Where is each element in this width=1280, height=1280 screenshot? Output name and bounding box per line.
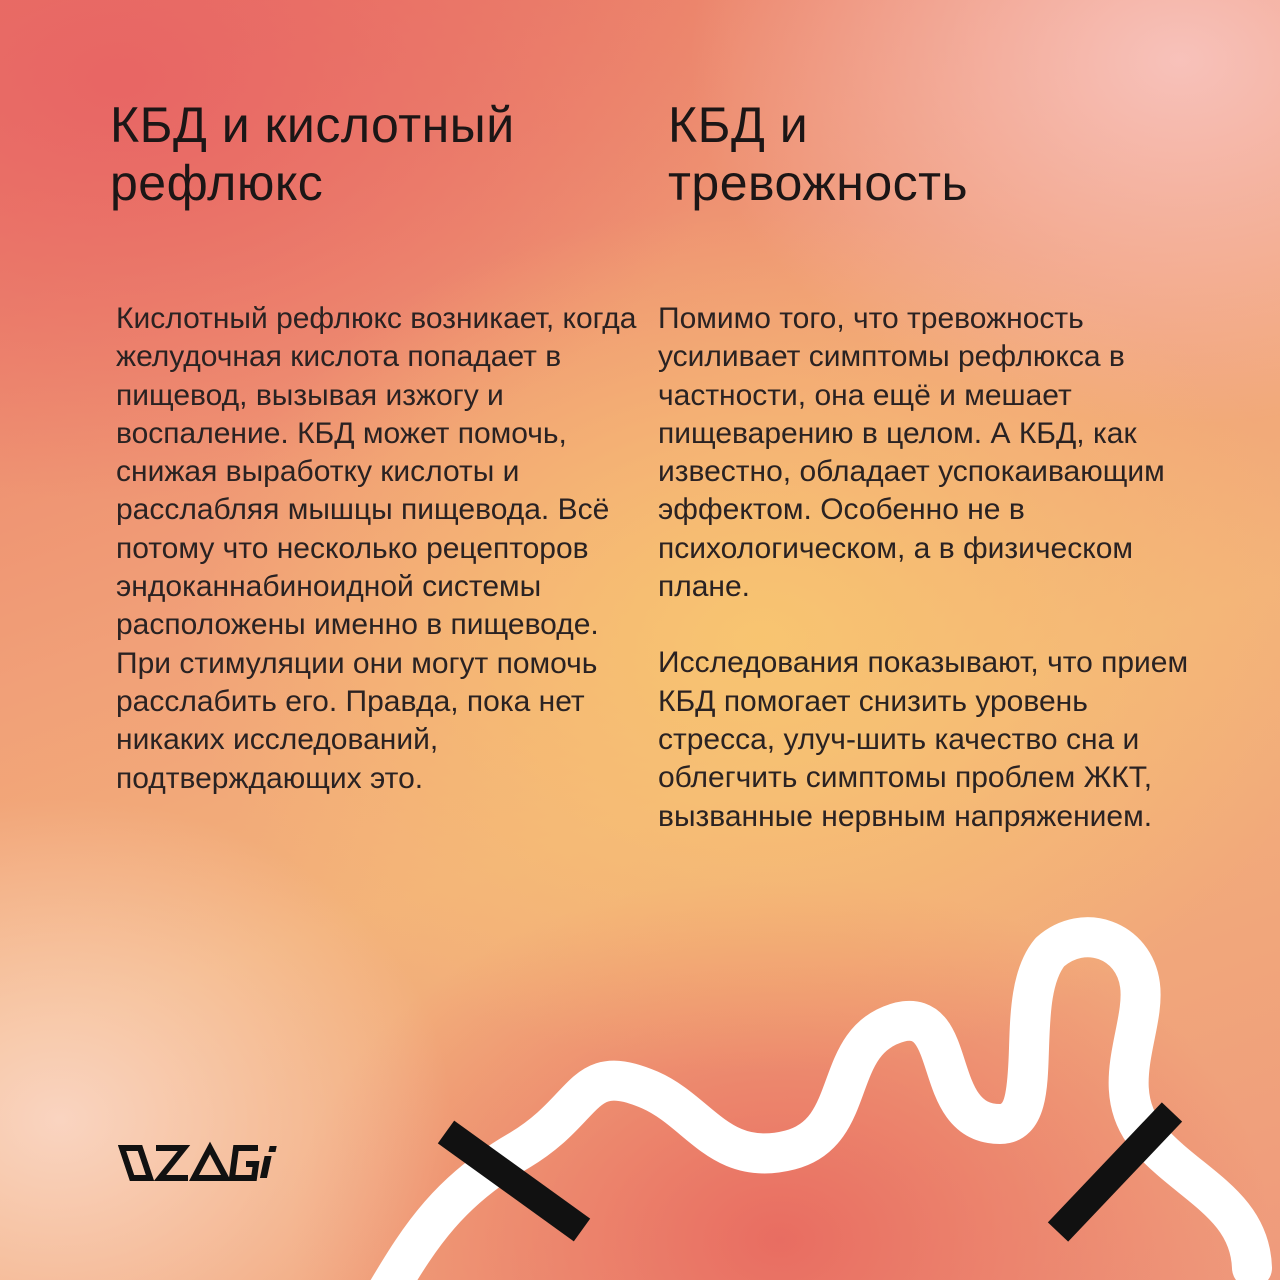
acid-reflux-text [116,300,646,798]
acid-reflux-paragraph: Кислотный рефлюкс возникает, когда желудочная кислота попадает в пищевод, вызывая изжогу и воспаление. КБД может помочь, снижая выработку кислоты и расслабляя мышцы пищевода. Всё потому что несколько рецепторов эндоканнабиноидной системы расположены именно в пищеводе. При стимуляции они могут помочь расслабить его. Правда, пока нет никаких исследований, подтверждающих это. [116,302,637,795]
slash-mark-right-icon [1058,1112,1172,1232]
heading-acid-reflux: КБД и кислотный рефлюкс [110,97,515,211]
squiggle-line-icon [388,937,1252,1280]
heading-anxiety: КБД и тревожность [668,97,969,211]
anxiety-paragraph-2: Исследования показывают, что прием КБД помогает снизить уровень стресса, улуч-шить качество сна и облегчить симптомы проблем ЖКТ, вызванные нервным напряжением. [658,646,1189,833]
slash-mark-left-icon [446,1132,582,1230]
anxiety-text [658,300,1198,836]
anxiety-paragraph-1: Помимо того, что тревожность усиливает симптомы рефлюкса в частности, она ещё и мешает пищеварению в целом. А КБД, как известно, обладает успокаивающим эффектом. Особенно не в психологическом, а в физическом плане. [658,302,1165,604]
brand-logo [118,1140,284,1186]
